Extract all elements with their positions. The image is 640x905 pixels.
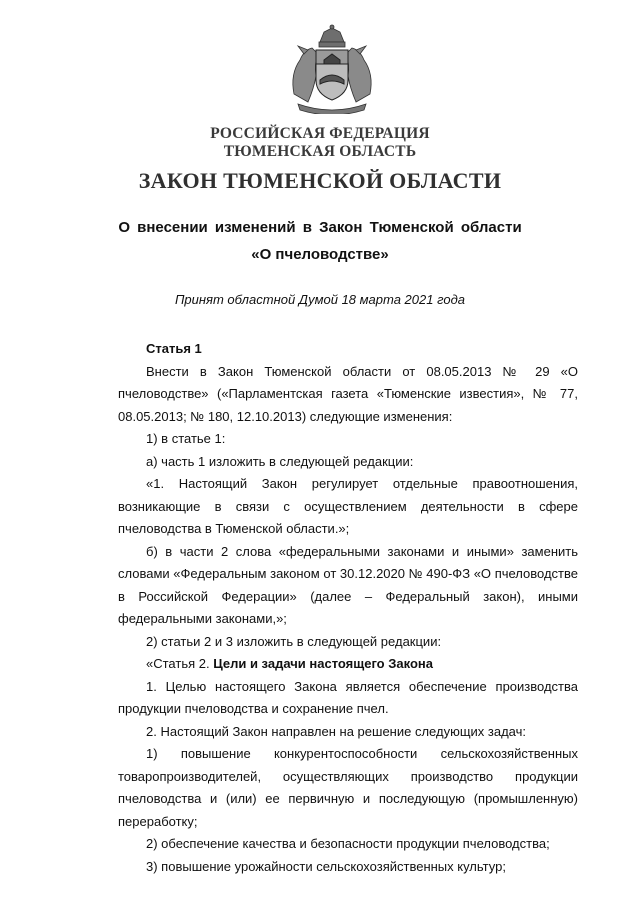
document-body [118,338,578,878]
header-region: ТЮМЕНСКАЯ ОБЛАСТЬ [223,143,417,160]
paragraph-subitem-b: б) в части 2 слова «федеральными законами и иными» заменить словами «Федеральным законом от 30.12.2020 № 490-ФЗ «О пчеловодстве в Российской Федерации» (далее – Федеральный закон), иными федеральными законами,»; [118,543,578,626]
paragraph-intro: Внести в Закон Тюменской области от 08.05.2013 № 29 «О пчеловодстве» («Парламентская газета «Тюменские известия», № 77, 08.05.2013; № 180, 12.10.2013) следующие изменения: [118,363,578,424]
law-title-line1: О внесении изменений в Закон Тюменской области [118,219,522,236]
paragraph-part-1-text: «1. Настоящий Закон регулирует отдельные правоотношения, возникающие в связи с осуществлением деятельности в сфере пчеловодства в Тюменской области.»; [118,476,578,536]
paragraph-task-3: 3) повышение урожайности сельскохозяйственных культур; [146,858,506,874]
article-2-heading [118,653,578,676]
article-2-title: Цели и задачи настоящего Закона [213,656,433,671]
paragraph-subitem-a: а) часть 1 изложить в следующей редакции: [146,453,414,469]
coat-of-arms-emblem [284,24,380,114]
adoption-note: Принят областной Думой 18 марта 2021 года [175,292,465,307]
law-title-line2: «О пчеловодстве» [251,246,389,263]
paragraph-item-2: 2) статьи 2 и 3 изложить в следующей редакции: [146,633,442,649]
article-2-prefix: «Статья 2. [146,656,214,671]
article-1-heading: Статья 1 [146,341,202,356]
paragraph-tasks: 2. Настоящий Закон направлен на решение следующих задач: [146,723,527,739]
paragraph-task-1: 1) повышение конкурентоспособности сельскохозяйственных товаропроизводителей, осуществляющих производство продукции пчеловодства и (или) ее первичную и последующую (промышленную) переработку; [118,746,578,829]
paragraph-item-1: 1) в статье 1: [146,431,226,446]
header-federation: РОССИЙСКАЯ ФЕДЕРАЦИЯ [210,125,430,142]
header-law-type: ЗАКОН ТЮМЕНСКОЙ ОБЛАСТИ [138,168,502,193]
paragraph-task-2: 2) обеспечение качества и безопасности продукции пчеловодства; [146,836,550,851]
paragraph-goal: 1. Целью настоящего Закона является обеспечение производства продукции пчеловодства и сохранение пчел. [118,678,578,716]
